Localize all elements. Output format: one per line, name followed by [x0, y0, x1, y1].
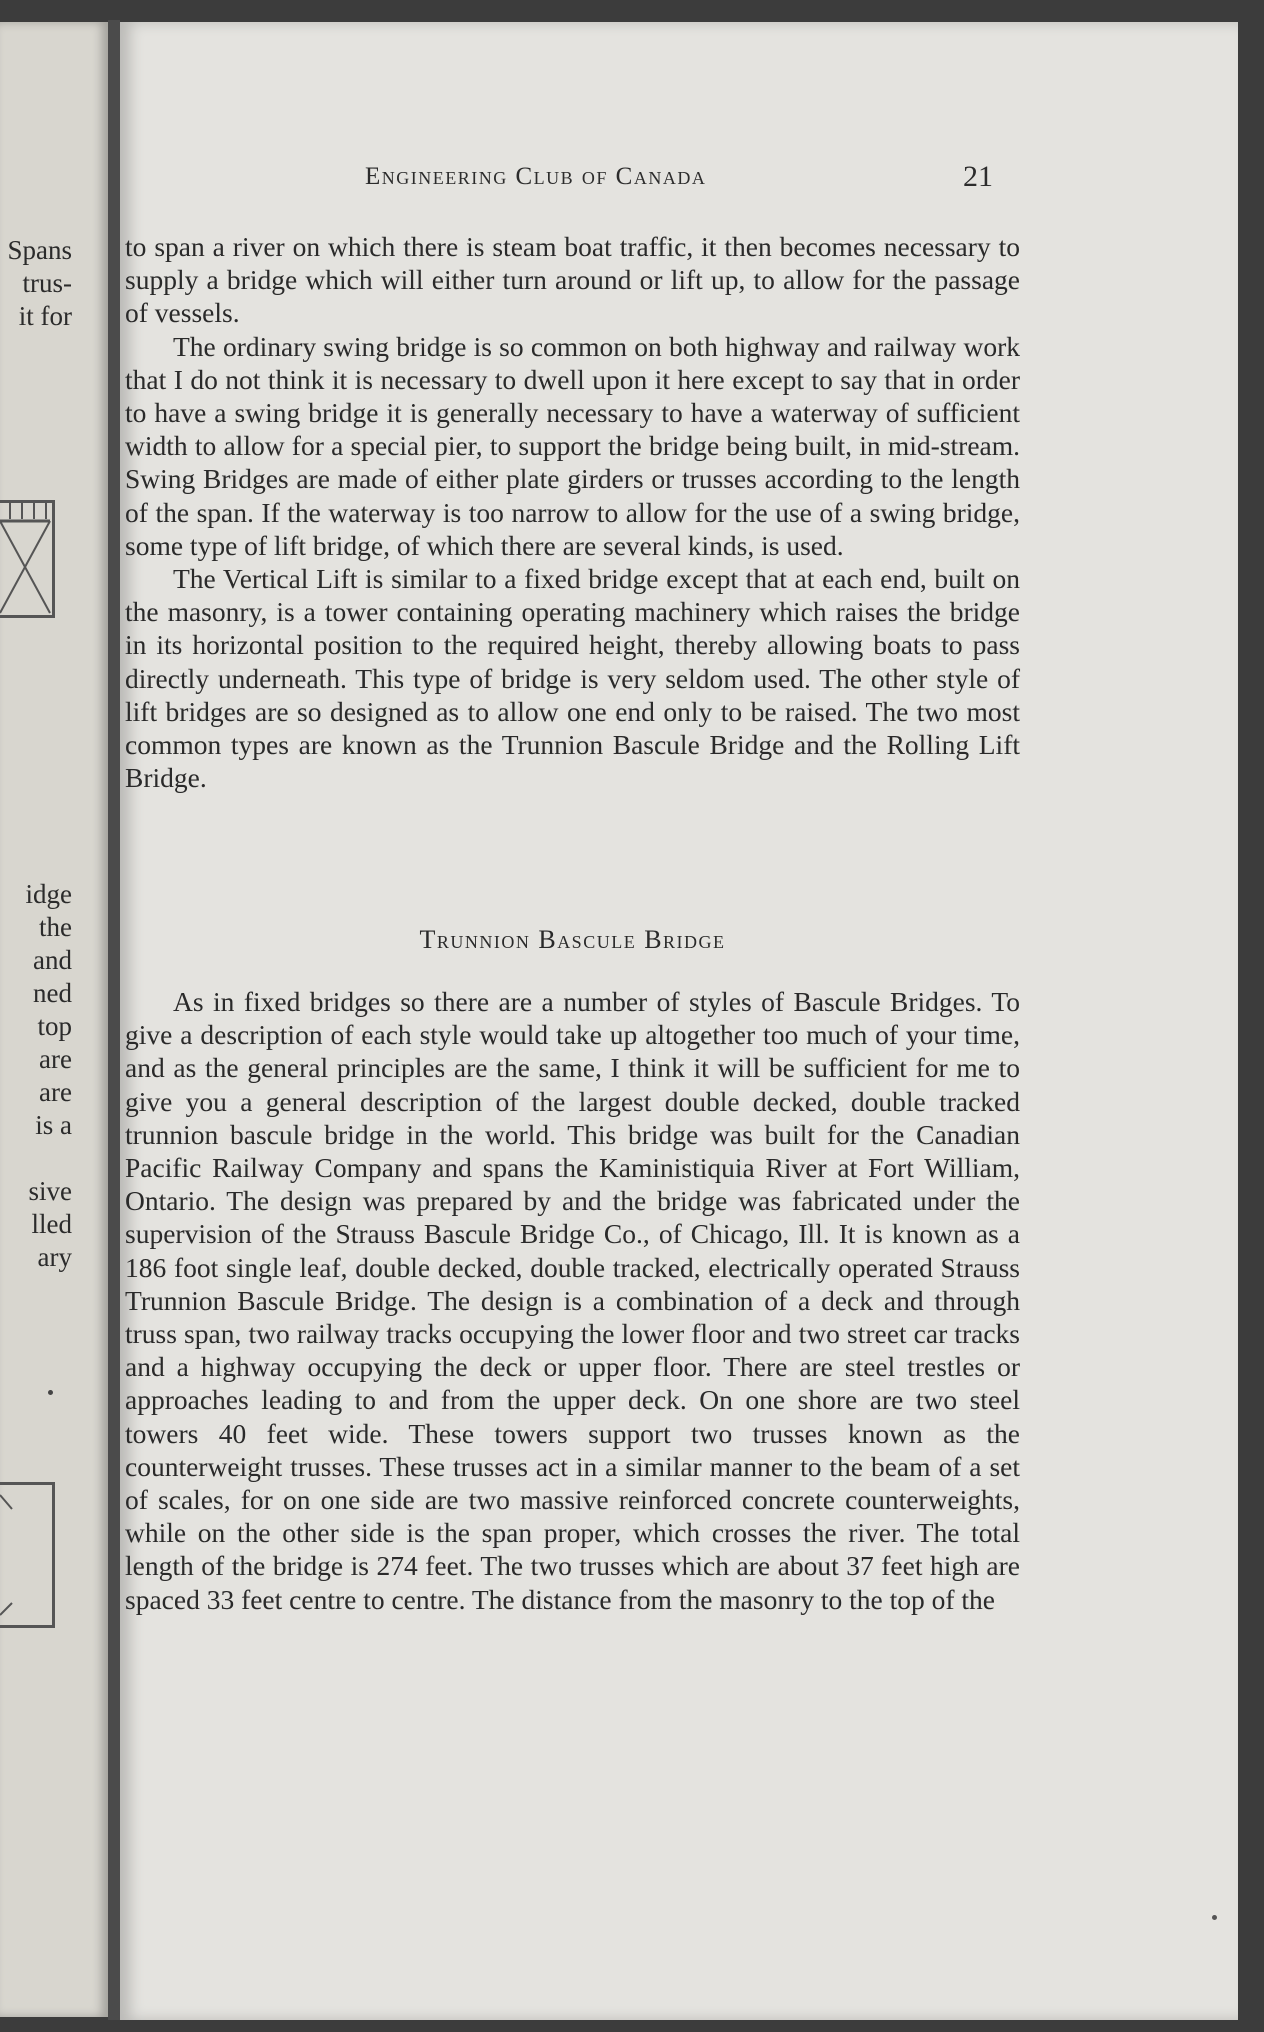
left-fragment-top [0, 234, 72, 333]
paragraph: The ordinary swing bridge is so common on both highway and railway work that I do not think it is necessary to dwell upon it here except to say that in order to have a swing bridge it is generally necessary to have a waterway of sufficient width to allow for a special pier, to support the bridge being built, in mid-stream. Swing Bridges are made of either plate girders or trusses according to the length of the span. If the waterway is too narrow to allow for the use of a swing bridge, some type of lift bridge, of which there are several kinds, is used. [125, 330, 1020, 561]
left-fragment-line: and [33, 945, 72, 975]
frame-sketch-icon [0, 1485, 52, 1625]
ink-speck [1212, 1915, 1217, 1920]
facing-page-edge [0, 22, 108, 2017]
left-fragment-line: are [39, 1077, 72, 1107]
left-fragment-line: idge [25, 879, 72, 909]
left-fragment-line: is a [35, 1110, 72, 1140]
section-heading: Trunnion Bascule Bridge [419, 925, 726, 954]
body-text-bottom [125, 985, 1020, 1616]
paragraph: to span a river on which there is steam boat traffic, it then becomes necessary to supply a bridge which will either turn around or lift up, to allow for the passage of vessels. [125, 231, 1020, 329]
left-fragment-line: Spans [7, 235, 72, 265]
left-fragment-line: trus- [22, 268, 72, 298]
left-fragment-line: lled [31, 1209, 72, 1239]
left-fragment-line: it for [18, 301, 72, 331]
left-fragment-line: sive [28, 1176, 72, 1206]
left-fragment-line: top [37, 1011, 72, 1041]
left-truss-diagram [0, 500, 55, 618]
paragraph: The Vertical Lift is similar to a fixed bridge except that at each end, built on the masonry, is a tower containing operating machinery which raises the bridge in its horizontal position to the required height, thereby allowing boats to pass directly underneath. This type of bridge is very seldom used. The other style of lift bridges are so designed as to allow one end only to be raised. The two most common types are known as the Trunnion Bascule Bridge and the Rolling Lift Bridge. [125, 563, 1020, 794]
truss-sketch-icon [0, 503, 52, 615]
ink-speck [48, 1390, 53, 1395]
left-fragment-line: the [39, 912, 72, 942]
paragraph: As in fixed bridges so there are a number of styles of Bascule Bridges. To give a description of each style would take up altogether too much of your time, and as the general principles are the same, I think it will be sufficient for me to give you a general description of the largest double decked, double tracked trunnion bascule bridge in the world. This bridge was built for the Canadian Pacific Railway Company and spans the Kaministiquia River at Fort William, Ontario. The design was prepared by and the bridge was fabricated under the supervision of the Strauss Bascule Bridge Co., of Chicago, Ill. It is known as a 186 foot single leaf, double decked, double tracked, electrically operated Strauss Trunnion Bascule Bridge. The design is a combination of a deck and through truss span, two railway tracks occupying the lower floor and two street car tracks and a highway occupying the deck or upper floor. There are steel trestles or approaches leading to and from the upper deck. On one shore are two steel towers 40 feet wide. These towers support two trusses known as the counterweight trusses. These trusses act in a similar manner to the beam of a set of scales, for on one side are two massive reinforced concrete counterweights, while on the other side is the span proper, which crosses the river. The total length of the bridge is 274 feet. The two trusses which are about 37 feet high are spaced 33 feet centre to centre. The distance from the masonry to the top of the [125, 986, 1020, 1615]
left-fragment-line: are [39, 1044, 72, 1074]
left-fragment-line: ary [37, 1242, 72, 1272]
body-text-top [125, 230, 1020, 794]
left-fragment-line [0, 1142, 72, 1175]
left-fragment-line: ned [33, 978, 72, 1008]
left-fragment-middle [0, 878, 72, 1274]
book-gutter [108, 20, 120, 2020]
left-frame-diagram [0, 1482, 55, 1628]
running-header: Engineering Club of Canada [365, 163, 707, 190]
page-number: 21 [963, 160, 993, 193]
